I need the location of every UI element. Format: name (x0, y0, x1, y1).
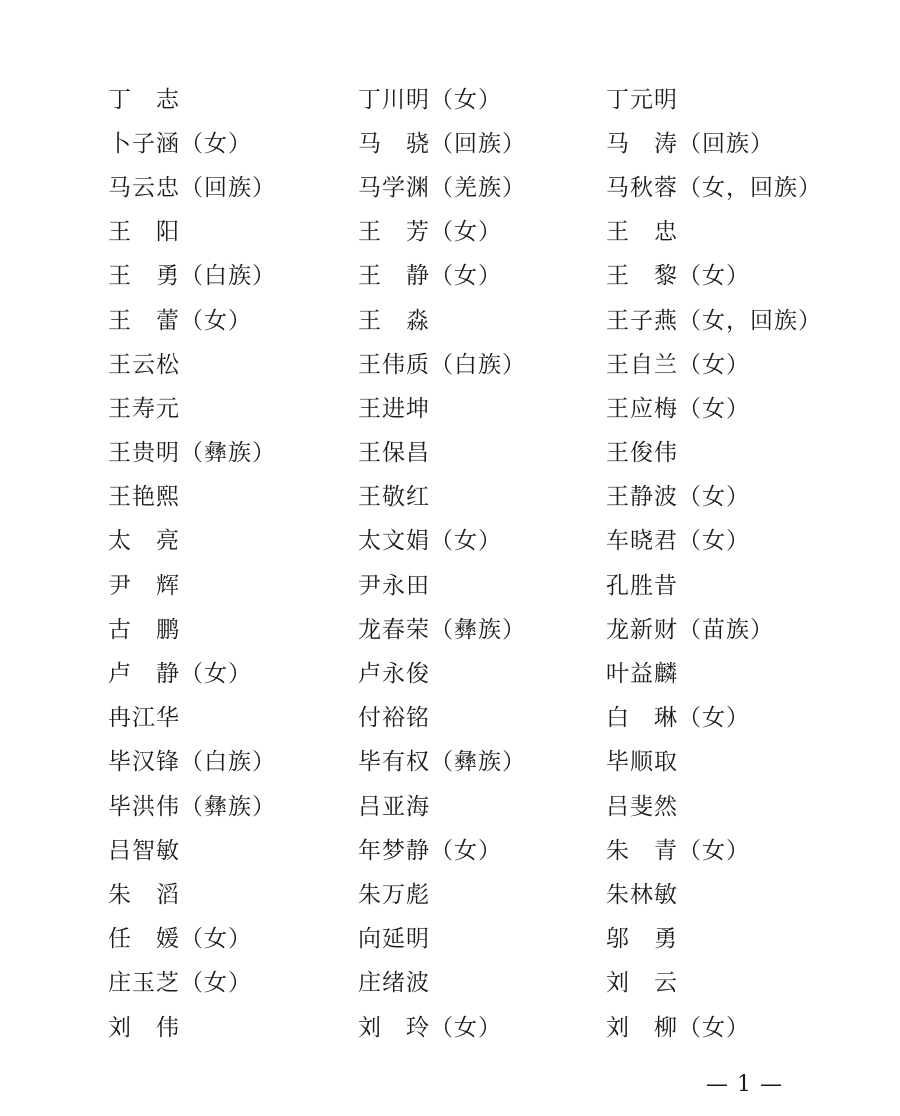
name-entry: 王俊伟 (606, 440, 678, 467)
name-entry: 马 骁（回族） (358, 130, 526, 157)
name-entry: 刘 云 (606, 970, 678, 997)
name-entry: 卜子涵（女） (108, 130, 252, 157)
name-entry: 马 涛（回族） (606, 130, 774, 157)
name-entry: 刘 伟 (108, 1014, 180, 1041)
name-entry: 古 鹏 (108, 616, 180, 643)
name-entry: 尹永田 (358, 572, 430, 599)
name-entry: 王静波（女） (606, 484, 750, 511)
name-entry: 王进坤 (358, 395, 430, 422)
name-entry: 王自兰（女） (606, 351, 750, 378)
name-entry: 丁元明 (606, 86, 678, 113)
name-entry: 吕亚海 (358, 793, 430, 820)
name-entry: 白 琳（女） (606, 705, 750, 732)
name-entry: 吕智敏 (108, 837, 180, 864)
name-entry: 马云忠（回族） (108, 174, 276, 201)
name-entry: 王贵明（彝族） (108, 440, 276, 467)
name-entry: 丁 志 (108, 86, 180, 113)
name-entry: 孔胜昔 (606, 572, 678, 599)
name-entry: 刘 玲（女） (358, 1014, 502, 1041)
name-entry: 刘 柳（女） (606, 1014, 750, 1041)
name-entry: 毕顺取 (606, 749, 678, 776)
name-entry: 王保昌 (358, 440, 430, 467)
name-entry: 马学渊（羌族） (358, 174, 526, 201)
name-entry: 王 忠 (606, 219, 678, 246)
name-entry: 毕汉锋（白族） (108, 749, 276, 776)
name-entry: 王云松 (108, 351, 180, 378)
name-entry: 王 阳 (108, 219, 180, 246)
name-entry: 王伟质（白族） (358, 351, 526, 378)
name-entry: 卢 静（女） (108, 661, 252, 688)
name-entry: 龙春荣（彝族） (358, 616, 526, 643)
name-entry: 王 黎（女） (606, 263, 750, 290)
name-entry: 王 蕾（女） (108, 307, 252, 334)
name-entry: 朱万彪 (358, 881, 430, 908)
name-list (108, 78, 848, 1050)
name-entry: 付裕铭 (358, 705, 430, 732)
name-entry: 庄绪波 (358, 970, 430, 997)
name-entry: 马秋蓉（女，回族） (606, 174, 822, 201)
name-entry: 龙新财（苗族） (606, 616, 774, 643)
name-entry: 毕有权（彝族） (358, 749, 526, 776)
name-entry: 朱 青（女） (606, 837, 750, 864)
name-entry: 车晓君（女） (606, 528, 750, 555)
name-entry: 任 媛（女） (108, 926, 252, 953)
name-entry: 庄玉芝（女） (108, 970, 252, 997)
name-entry: 太文娟（女） (358, 528, 502, 555)
name-entry: 丁川明（女） (358, 86, 502, 113)
name-entry: 王子燕（女，回族） (606, 307, 822, 334)
name-entry: 尹 辉 (108, 572, 180, 599)
name-entry: 王敬红 (358, 484, 430, 511)
name-entry: 王 静（女） (358, 263, 502, 290)
name-entry: 吕斐然 (606, 793, 678, 820)
name-entry: 年梦静（女） (358, 837, 502, 864)
name-entry: 叶益麟 (606, 661, 678, 688)
name-entry: 朱 滔 (108, 881, 180, 908)
name-entry: 邬 勇 (606, 926, 678, 953)
name-entry: 王应梅（女） (606, 395, 750, 422)
name-entry: 王 淼 (358, 307, 430, 334)
name-entry: 朱林敏 (606, 881, 678, 908)
name-entry: 王 芳（女） (358, 219, 502, 246)
name-entry: 向延明 (358, 926, 430, 953)
name-entry: 太 亮 (108, 528, 180, 555)
name-entry: 王艳熙 (108, 484, 180, 511)
name-entry: 冉江华 (108, 705, 180, 732)
name-entry: 卢永俊 (358, 661, 430, 688)
name-entry: 王 勇（白族） (108, 263, 276, 290)
name-entry: 毕洪伟（彝族） (108, 793, 276, 820)
name-entry: 王寿元 (108, 395, 180, 422)
page-number: — 1 — (706, 1072, 783, 1097)
